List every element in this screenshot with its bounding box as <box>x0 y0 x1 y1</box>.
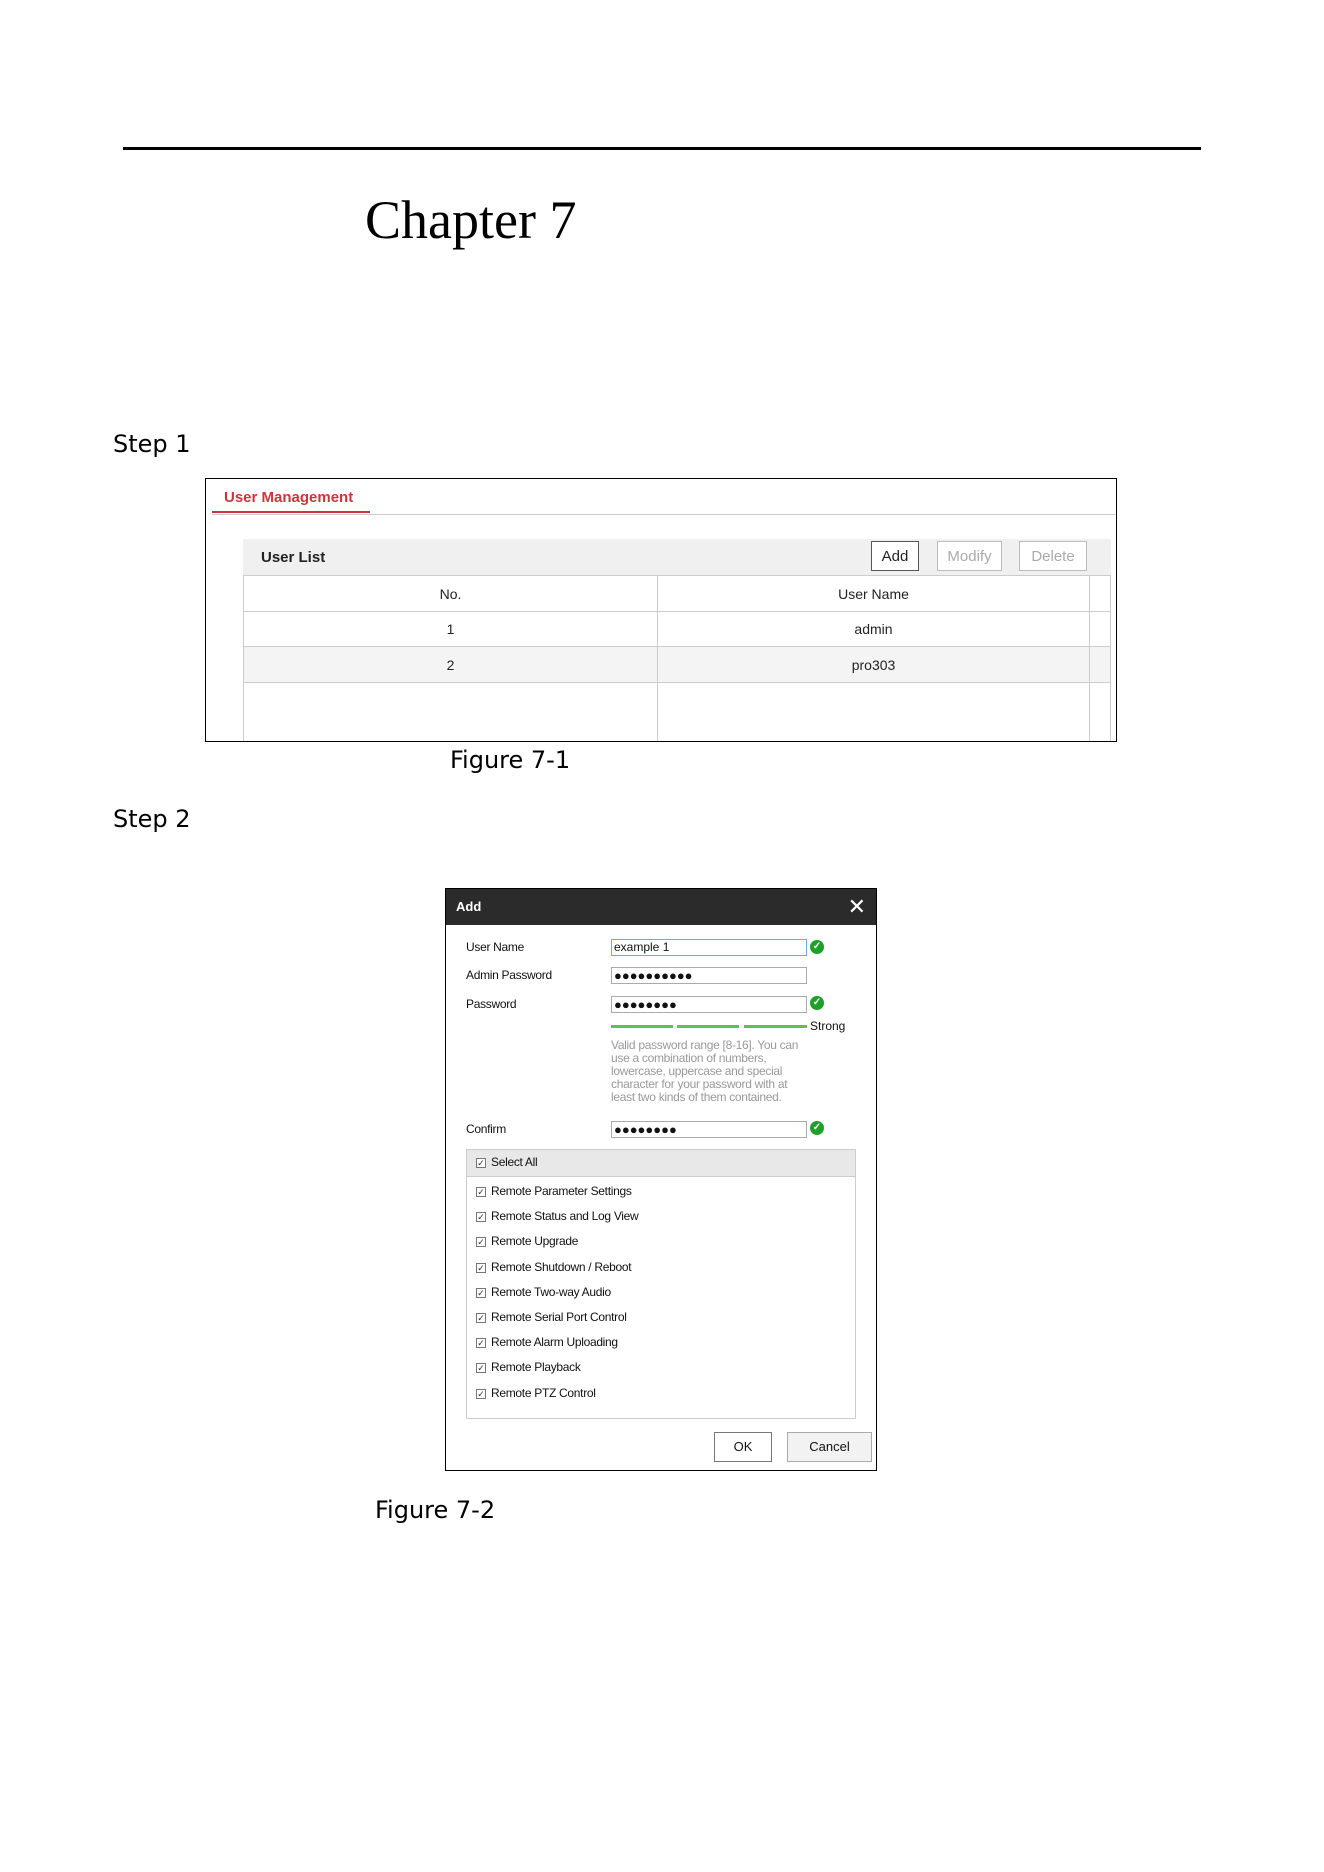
permission-label: Remote Parameter Settings <box>491 1184 632 1198</box>
permission-label: Remote Playback <box>491 1360 581 1375</box>
chapter-title: Chapter 7 <box>365 190 577 250</box>
select-all-row <box>467 1150 855 1177</box>
user-name-label: User Name <box>466 940 524 954</box>
strength-bar-3 <box>744 1025 807 1028</box>
cell-no: 1 <box>244 611 658 646</box>
step-2-label: Step 2 <box>113 805 191 833</box>
table-row[interactable] <box>244 611 1110 647</box>
cell-user-name: admin <box>658 611 1090 646</box>
permission-list <box>466 1149 856 1419</box>
password-label: Password <box>466 997 517 1011</box>
user-name-valid-icon: ✓ <box>810 940 824 954</box>
permission-checkbox[interactable]: ✓ <box>477 1388 485 1399</box>
cell-user-name: pro303 <box>658 647 1090 682</box>
tab-divider <box>212 514 1116 515</box>
permission-label: Remote Shutdown / Reboot <box>491 1259 632 1274</box>
password-strength-label: Strong <box>810 1019 846 1033</box>
confirm-valid-icon: ✓ <box>810 1121 824 1135</box>
user-name-input[interactable]: example 1 <box>611 939 807 956</box>
header-rule <box>123 147 1201 150</box>
column-header-user-name: User Name <box>658 576 1090 611</box>
column-header-no: No. <box>244 576 658 611</box>
close-icon[interactable]: ✕ <box>847 894 866 919</box>
figure-user-management <box>205 478 1117 742</box>
ok-button[interactable]: OK <box>714 1432 772 1462</box>
select-all-checkbox[interactable]: ✓ <box>477 1158 485 1168</box>
strength-bar-1 <box>611 1025 673 1028</box>
confirm-input[interactable]: ●●●●●●●● <box>611 1121 807 1138</box>
cell-no: 2 <box>244 647 658 682</box>
permission-checkbox[interactable]: ✓ <box>477 1212 485 1223</box>
table-header-row <box>244 575 1110 612</box>
permission-checkbox[interactable]: ✓ <box>477 1338 485 1349</box>
select-all-label: Select All <box>491 1155 538 1169</box>
admin-password-input[interactable]: ●●●●●●●●●● <box>611 967 807 984</box>
add-button[interactable]: Add <box>871 541 919 571</box>
figure-1-caption: Figure 7-1 <box>450 746 571 774</box>
user-table <box>243 575 1111 742</box>
table-row[interactable] <box>244 647 1110 683</box>
permission-label: Remote PTZ Control <box>491 1385 596 1400</box>
permission-checkbox[interactable]: ✓ <box>477 1313 485 1323</box>
password-input[interactable]: ●●●●●●●● <box>611 996 807 1013</box>
password-hint: Valid password range [8-16]. You can use a combination of numbers, lowercase, uppercase and special character for your password with at least two kinds of them contained. <box>611 1038 799 1104</box>
password-valid-icon: ✓ <box>810 996 824 1010</box>
admin-password-label: Admin Password <box>466 968 552 982</box>
figure-2-caption: Figure 7-2 <box>375 1496 496 1524</box>
dialog-title: Add <box>456 899 482 914</box>
permission-checkbox[interactable]: ✓ <box>477 1237 485 1248</box>
permission-label: Remote Upgrade <box>491 1234 579 1249</box>
active-tab-indicator <box>212 511 370 513</box>
permission-checkbox[interactable]: ✓ <box>477 1262 485 1273</box>
permission-checkbox[interactable]: ✓ <box>477 1363 485 1374</box>
dialog-header <box>446 889 876 925</box>
strength-bar-2 <box>677 1025 739 1028</box>
permission-label: Remote Alarm Uploading <box>491 1335 618 1350</box>
cancel-button[interactable]: Cancel <box>787 1432 872 1462</box>
delete-button[interactable]: Delete <box>1019 541 1087 571</box>
permission-label: Remote Two-way Audio <box>491 1284 611 1299</box>
add-user-dialog <box>445 888 877 1471</box>
confirm-label: Confirm <box>466 1122 506 1136</box>
tab-user-management[interactable]: User Management <box>224 489 354 506</box>
step-1-label: Step 1 <box>113 430 191 458</box>
permission-label: Remote Serial Port Control <box>491 1310 627 1324</box>
permission-checkbox[interactable]: ✓ <box>477 1187 485 1197</box>
permission-checkbox[interactable]: ✓ <box>477 1287 485 1298</box>
modify-button[interactable]: Modify <box>937 541 1002 571</box>
permission-label: Remote Status and Log View <box>491 1209 639 1224</box>
user-list-title: User List <box>261 549 326 566</box>
user-list-toolbar <box>243 539 1111 575</box>
table-row-empty <box>244 683 1110 742</box>
